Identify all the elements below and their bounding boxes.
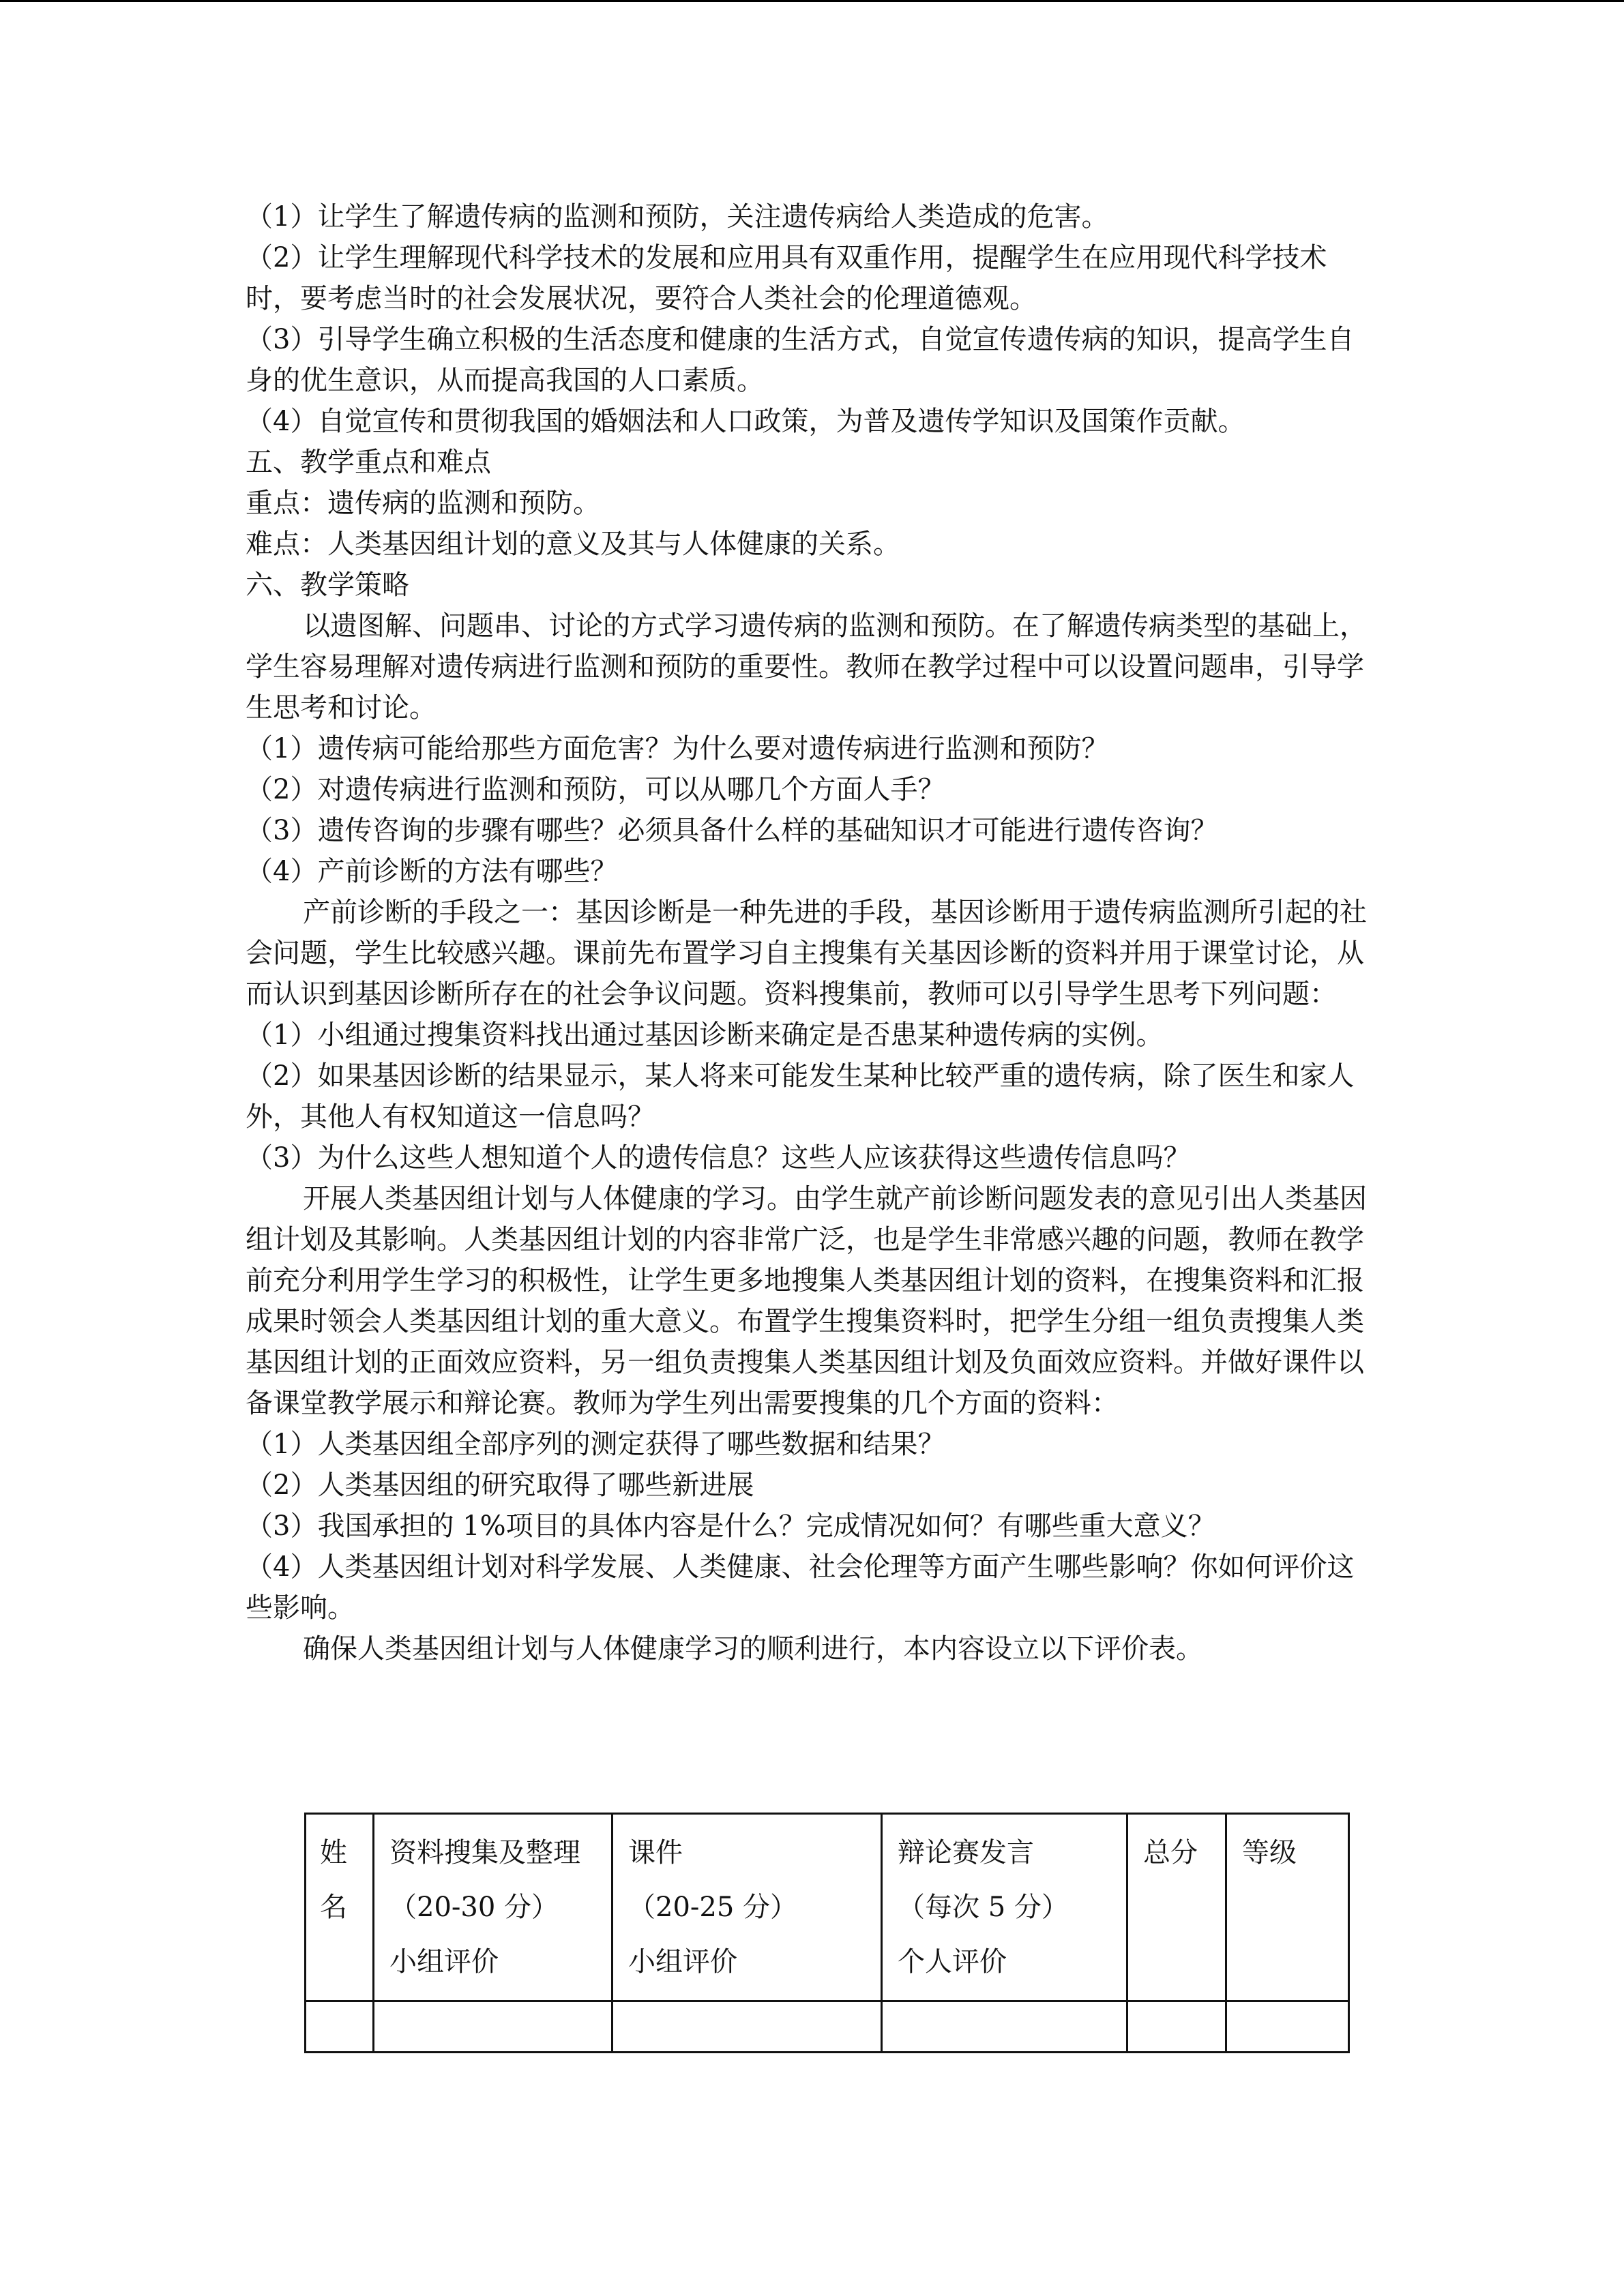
table-cell[interactable] bbox=[374, 2001, 612, 2053]
paragraph: （1）遗传病可能给那些方面危害？为什么要对遗传病进行监测和预防？ bbox=[246, 733, 1109, 764]
paragraph: 以遗图解、问题串、讨论的方式学习遗传病的监测和预防。在了解遗传病类型的基础上，学生容易理解对遗传病进行监测和预防的重要性。教师在教学过程中可以设置问题串，引导学生思考和讨论。 bbox=[246, 610, 1367, 724]
table-row bbox=[306, 2001, 1349, 2053]
paragraph: （3）为什么这些人想知道个人的遗传信息？这些人应该获得这些遗传信息吗？ bbox=[246, 1142, 1191, 1174]
paragraph: （4）自觉宣传和贯彻我国的婚姻法和人口政策，为普及遗传学知识及国策作贡献。 bbox=[246, 406, 1245, 437]
header-cell-total: 总分 bbox=[1127, 1814, 1226, 2001]
paragraph: （2）如果基因诊断的结果显示，某人将来可能发生某种比较严重的遗传病，除了医生和家人外，其他人有权知道这一信息吗？ bbox=[246, 1060, 1355, 1133]
evaluation-table bbox=[304, 1813, 1350, 2053]
paragraph: （4）产前诊断的方法有哪些？ bbox=[246, 856, 618, 887]
paragraph: （2）对遗传病进行监测和预防，可以从哪几个方面人手？ bbox=[246, 774, 945, 805]
section-heading: 六、教学策略 bbox=[246, 569, 409, 601]
header-cell-name: 姓 名 bbox=[306, 1814, 374, 2001]
table-cell[interactable] bbox=[612, 2001, 882, 2053]
paragraph: （3）引导学生确立积极的生活态度和健康的生活方式，自觉宣传遗传病的知识，提高学生自身的优生意识，从而提高我国的人口素质。 bbox=[246, 324, 1355, 396]
table-cell[interactable] bbox=[1127, 2001, 1226, 2053]
paragraph: 产前诊断的手段之一：基因诊断是一种先进的手段，基因诊断用于遗传病监测所引起的社会问题，学生比较感兴趣。课前先布置学习自主搜集有关基因诊断的资料并用于课堂讨论，从而认识到基因诊断所存在的社会争议问题。资料搜集前，教师可以引导学生思考下列问题： bbox=[246, 897, 1367, 1010]
section-heading: 五、教学重点和难点 bbox=[246, 447, 491, 478]
paragraph: 确保人类基因组计划与人体健康学习的顺利进行，本内容设立以下评价表。 bbox=[303, 1633, 1203, 1665]
paragraph: （1）人类基因组全部序列的测定获得了哪些数据和结果？ bbox=[246, 1429, 945, 1460]
header-cell-debate: 辩论赛发言 （每次 5 分） 个人评价 bbox=[882, 1814, 1127, 2001]
paragraph: （4）人类基因组计划对科学发展、人类健康、社会伦理等方面产生哪些影响？你如何评价这些影响。 bbox=[246, 1551, 1355, 1624]
paragraph: （3）我国承担的 1%项目的具体内容是什么？完成情况如何？有哪些重大意义？ bbox=[246, 1510, 1215, 1542]
table-header-row bbox=[306, 1814, 1349, 2001]
paragraph: 难点：人类基因组计划的意义及其与人体健康的关系。 bbox=[246, 528, 900, 560]
table-cell[interactable] bbox=[882, 2001, 1127, 2053]
paragraph: 重点：遗传病的监测和预防。 bbox=[246, 488, 600, 519]
header-cell-courseware: 课件 （20-25 分） 小组评价 bbox=[612, 1814, 882, 2001]
table-cell[interactable] bbox=[1226, 2001, 1349, 2053]
paragraph: （1）让学生了解遗传病的监测和预防，关注遗传病给人类造成的危害。 bbox=[246, 201, 1109, 233]
document-body bbox=[246, 196, 1378, 1669]
header-cell-grade: 等级 bbox=[1226, 1814, 1349, 2001]
paragraph: 开展人类基因组计划与人体健康的学习。由学生就产前诊断问题发表的意见引出人类基因组计划及其影响。人类基因组计划的内容非常广泛，也是学生非常感兴趣的问题，教师在教学前充分利用学生学习的积极性，让学生更多地搜集人类基因组计划的资料，在搜集资料和汇报成果时领会人类基因组计划的重大意义。布置学生搜集资料时，把学生分组一组负责搜集人类基因组计划的正面效应资料，另一组负责搜集人类基因组计划及负面效应资料。并做好课件以备课堂教学展示和辩论赛。教师为学生列出需要搜集的几个方面的资料： bbox=[246, 1183, 1367, 1419]
header-cell-materials: 资料搜集及整理 （20-30 分） 小组评价 bbox=[374, 1814, 612, 2001]
top-border-line bbox=[0, 0, 1624, 2]
paragraph: （3）遗传咨询的步骤有哪些？必须具备什么样的基础知识才可能进行遗传咨询？ bbox=[246, 815, 1218, 846]
table-cell[interactable] bbox=[306, 2001, 374, 2053]
paragraph: （1）小组通过搜集资料找出通过基因诊断来确定是否患某种遗传病的实例。 bbox=[246, 1019, 1164, 1051]
paragraph: （2）人类基因组的研究取得了哪些新进展 bbox=[246, 1470, 754, 1501]
paragraph: （2）让学生理解现代科学技术的发展和应用具有双重作用，提醒学生在应用现代科学技术时，要考虑当时的社会发展状况，要符合人类社会的伦理道德观。 bbox=[246, 242, 1327, 314]
